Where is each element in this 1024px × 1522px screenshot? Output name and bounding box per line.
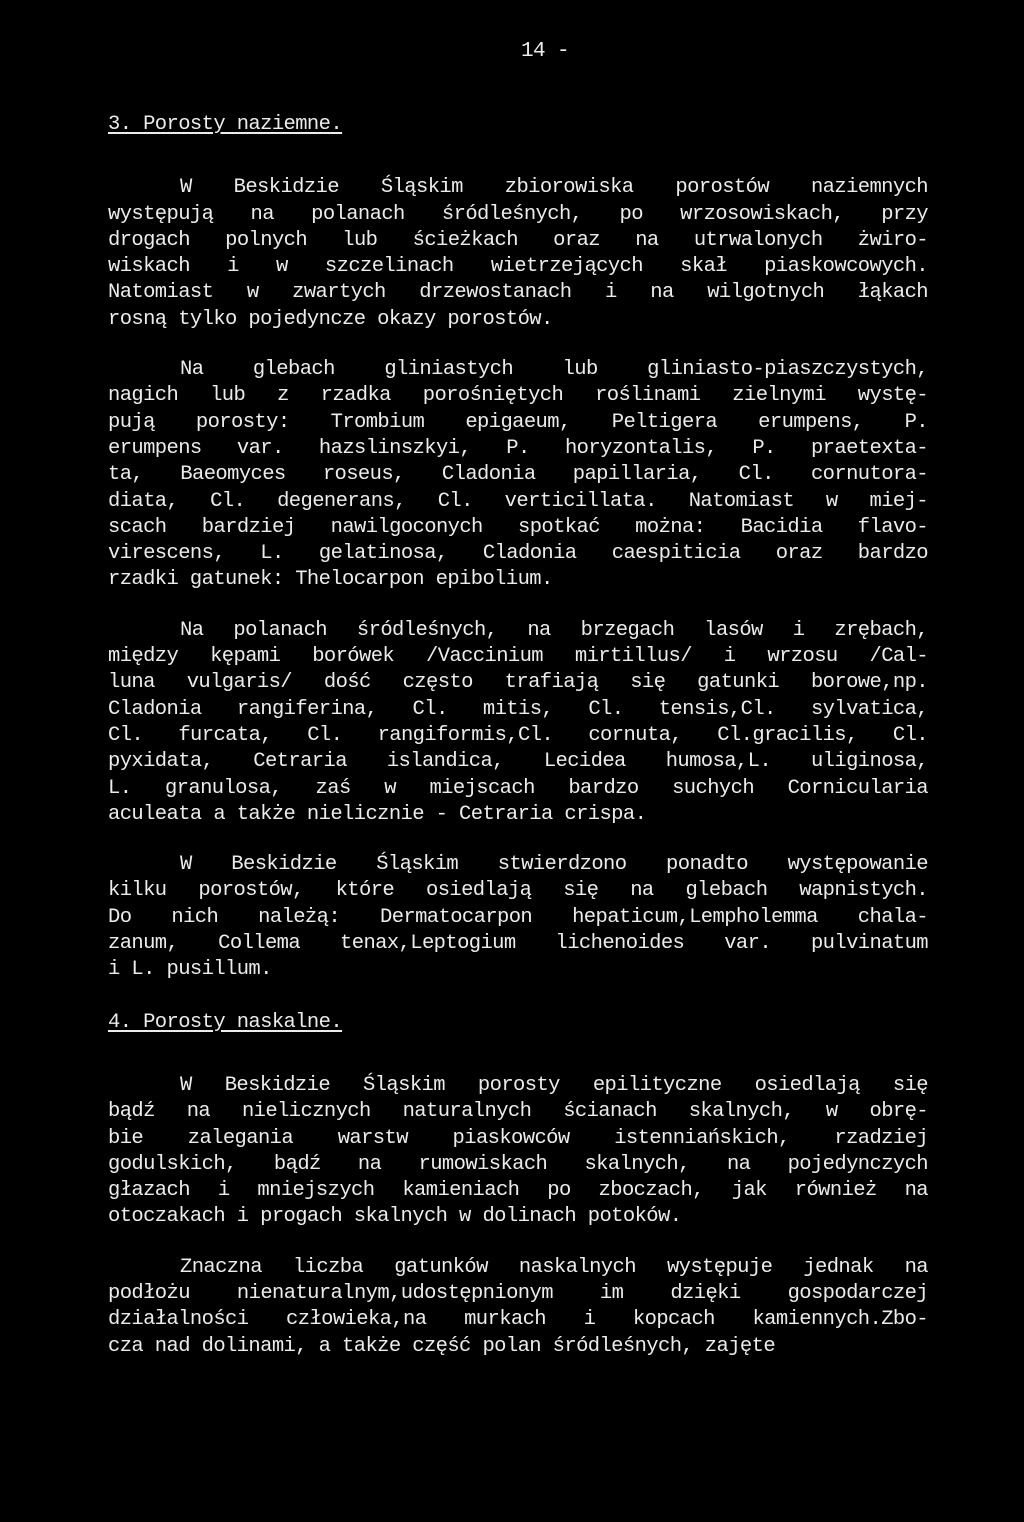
text-line: nagich lub z rzadka porośniętych roślinami zielnymi wystę- bbox=[108, 384, 928, 408]
text-line: głazach i mniejszych kamieniach po zboczach, jak również na bbox=[108, 1179, 928, 1203]
text-line: Cl. furcata, Cl. rangiformis,Cl. cornuta, Cl.gracilis, Cl. bbox=[108, 723, 928, 747]
paragraph-3-2 bbox=[108, 357, 928, 594]
text-line: godulskich, bądź na rumowiskach skalnych, na pojedynczych bbox=[108, 1152, 928, 1176]
section-heading-4: 4. Porosty naskalne. bbox=[108, 1010, 343, 1034]
text-line: bądź na nielicznych naturalnych ścianach skalnych, w obrę- bbox=[108, 1100, 928, 1124]
text-line: pują porosty: Trombium epigaeum, Peltigera erumpens, P. bbox=[108, 410, 928, 434]
text-line: zanum, Collema tenax,Leptogium lichenoides var. pulvinatum bbox=[108, 932, 928, 956]
text-line: i L. pusillum. bbox=[108, 958, 272, 982]
text-line: kilku porostów, które osiedlają się na glebach wapnistych. bbox=[108, 879, 928, 903]
text-line: Na polanach śródleśnych, na brzegach lasów i zrębach, bbox=[180, 618, 928, 642]
page-number: 14 - bbox=[521, 40, 570, 63]
paragraph-3-4 bbox=[108, 852, 928, 983]
paragraph-4-2 bbox=[108, 1255, 928, 1360]
text-line: aculeata a także nielicznie - Cetraria crispa. bbox=[108, 802, 647, 826]
text-line: wiskach i w szczelinach wietrzejących skał piaskowcowych. bbox=[108, 255, 928, 279]
text-line: występują na polanach śródleśnych, po wrzosowiskach, przy bbox=[108, 202, 928, 226]
text-line: działalności człowieka,na murkach i kopcach kamiennych.Zbo- bbox=[108, 1308, 928, 1332]
text-line: bie zalegania warstw piaskowców istenniańskich, rzadziej bbox=[108, 1126, 928, 1150]
text-line: W Beskidzie Śląskim stwierdzono ponadto występowanie bbox=[180, 853, 928, 877]
text-line: cza nad dolinami, a także część polan śródleśnych, zajęte bbox=[108, 1334, 776, 1358]
text-line: między kępami borówek /Vaccinium mirtillus/ i wrzosu /Cal- bbox=[108, 645, 928, 669]
text-line: Cladonia rangiferina, Cl. mitis, Cl. tensis,Cl. sylvatica, bbox=[108, 697, 928, 721]
text-line: W Beskidzie Śląskim porosty epilityczne osiedlają się bbox=[180, 1073, 928, 1097]
text-line: otoczakach i progach skalnych w dolinach potoków. bbox=[108, 1205, 682, 1229]
text-line: W Beskidzie Śląskim zbiorowiska porostów naziemnych bbox=[180, 176, 928, 200]
text-line: rosną tylko pojedyncze okazy porostów. bbox=[108, 307, 553, 331]
text-line: luna vulgaris/ dość często trafiają się gatunki borowe,np. bbox=[108, 671, 928, 695]
text-line: Natomiast w zwartych drzewostanach i na wilgotnych łąkach bbox=[108, 281, 928, 305]
text-line: rzadki gatunek: Thelocarpon epibolium. bbox=[108, 568, 553, 592]
text-line: scach bardziej nawilgoconych spotkać można: Bacidia flavo- bbox=[108, 515, 928, 539]
text-line: Znaczna liczba gatunków naskalnych występuje jednak na bbox=[180, 1255, 928, 1279]
text-line: pyxidata, Cetraria islandica, Lecidea humosa,L. uliginosa, bbox=[108, 750, 928, 774]
text-line: Do nich należą: Dermatocarpon hepaticum,Lempholemma chala- bbox=[108, 905, 928, 929]
section-heading-3: 3. Porosty naziemne. bbox=[108, 113, 343, 136]
text-line: diata, Cl. degenerans, Cl. verticillata. Natomiast w miej- bbox=[108, 489, 928, 513]
text-line: podłożu nienaturalnym,udostępnionym im dzięki gospodarczej bbox=[108, 1281, 928, 1305]
paragraph-3-3 bbox=[108, 618, 928, 828]
paragraph-3-1 bbox=[108, 175, 928, 333]
paragraph-4-1 bbox=[108, 1073, 928, 1231]
text-line: ta, Baeomyces roseus, Cladonia papillaria, Cl. cornutora- bbox=[108, 463, 928, 487]
text-line: L. granulosa, zaś w miejscach bardzo suchych Cornicularia bbox=[108, 776, 928, 800]
text-line: erumpens var. hazslinszkyi, P. horyzontalis, P. praetexta- bbox=[108, 436, 928, 460]
page-content bbox=[108, 112, 928, 1360]
text-line: drogach polnych lub ścieżkach oraz na utrwalonych żwiro- bbox=[108, 228, 928, 252]
text-line: virescens, L. gelatinosa, Cladonia caespiticia oraz bardzo bbox=[108, 542, 928, 566]
text-line: Na glebach gliniastych lub gliniasto-piaszczystych, bbox=[180, 358, 928, 382]
